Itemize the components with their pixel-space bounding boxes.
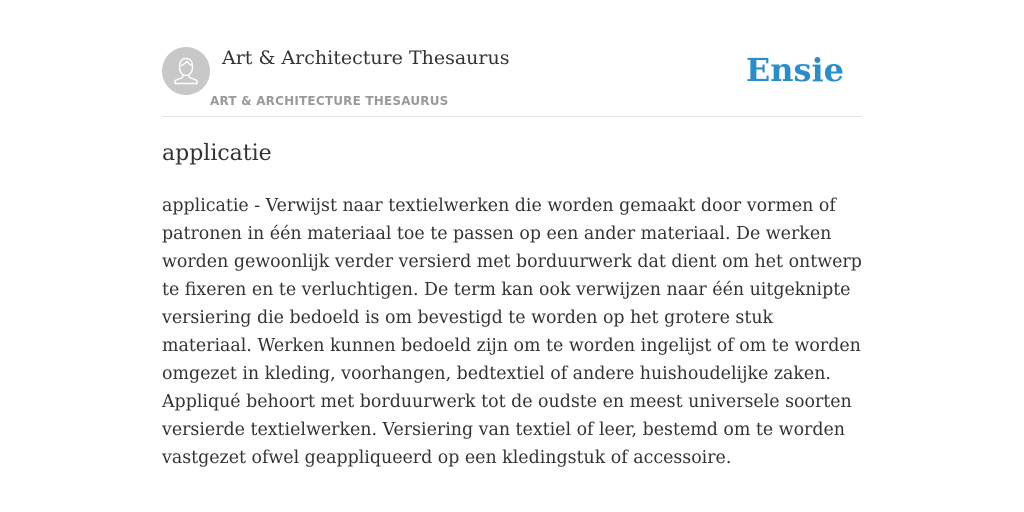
entry-header [162,0,862,117]
user-silhouette-icon [162,47,210,95]
source-avatar[interactable] [162,47,210,95]
entry-term: applicatie [162,141,272,166]
ensie-logo[interactable]: Ensie [745,51,844,89]
source-subtitle[interactable]: ART & ARCHITECTURE THESAURUS [210,94,449,108]
entry-definition: applicatie - Verwijst naar textielwerken die worden gemaakt door vormen of patronen in één materiaal toe te passen op een ander materiaal. De werken worden gewoonlijk verder versierd met borduurwerk dat dient om het ontwerp te fixeren en te verluchtigen. De term kan ook verwijzen naar één uitgeknipte versiering die bedoeld is om bevestigd te worden op het grotere stuk materiaal. Werken kunnen bedoeld zijn om te worden ingelijst of om te worden omgezet in kleding, voorhangen, bedtextiel of andere huishoudelijke zaken. Appliqué behoort met borduurwerk tot de oudste en meest universele soorten versierde textielwerken. Versiering van textiel of leer, bestemd om te worden vastgezet ofwel geappliqueerd op een kledingstuk of accessoire. [162,196,862,468]
source-title[interactable]: Art & Architecture Thesaurus [222,47,510,69]
